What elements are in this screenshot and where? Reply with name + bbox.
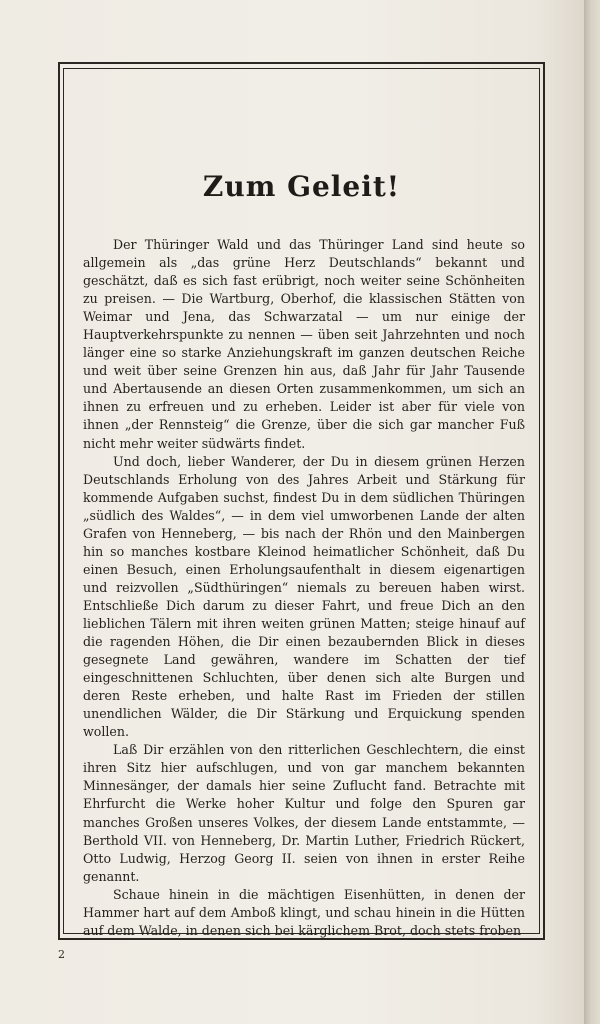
page-title: Zum Geleit! — [202, 170, 401, 203]
paragraph-4: Schaue hinein in die mächtigen Eisenhütten, in denen der Hammer hart auf dem Amboß klingt, und schau hinein in die Hütten auf dem Walde, in denen sich bei kärglichem Brot, doch stets froben — [83, 886, 525, 938]
paragraph-1: Der Thüringer Wald und das Thüringer Land sind heute so allgemein als „das grüne Herz Deutschlands“ bekannt und geschätzt, daß es sich fast erübrigt, noch weiter seine Schönheiten zu preisen. — Die Wartburg, Oberhof, die klassischen Stätten von Weimar und Jena, das Schwarzatal — um nur einige der Hauptverkehrspunkte zu nennen — üben seit Jahrzehnten und noch länger eine so starke Anziehungskraft im ganzen deutschen Reiche und weit über seine Grenzen hin aus, daß Jahr für Jahr Tausende und Abertausende an diesen Orten zusammenkommen, um sich an ihnen zu erfreuen und zu erheben. Leider ist aber für viele von ihnen „der Rennsteig“ die Grenze, über die sich gar mancher Fuß nicht mehr weiter südwärts findet. — [83, 237, 525, 451]
book-gutter — [584, 0, 600, 1024]
page-number: 2 — [58, 948, 65, 961]
paragraph-3: Laß Dir erzählen von den ritterlichen Geschlechtern, die einst ihren Sitz hier aufschlugen, und von gar manchem bekannten Minnesänger, der damals hier seine Zuflucht fand. Betrachte mit Ehrfurcht die Werke hoher Kultur und folge den Spuren gar manches Großen unseres Volkes, der diesem Lande entstammte, — Berthold VII. von Henneberg, Dr. Martin Luther, Friedrich Rückert, Otto Ludwig, Herzog Georg II. seien von ihnen in erster Reihe genannt. — [83, 742, 525, 884]
body-text — [83, 236, 525, 940]
paragraph-2: Und doch, lieber Wanderer, der Du in diesem grünen Herzen Deutschlands Erholung von des Jahres Arbeit und Stärkung für kommende Aufgaben suchst, findest Du in dem südlichen Thüringen „südlich des Waldes“, — in dem viel umworbenen Lande der alten Grafen von Henneberg, — bis nach der Rhön und den Mainbergen hin so manches kostbare Kleinod heimatlicher Schönheit, daß Du einen Besuch, einen Erholungsaufenthalt in diesem eigenartigen und reizvollen „Südthüringen“ niemals zu bereuen haben wirst. Entschließe Dich darum zu dieser Fahrt, und freue Dich an den lieblichen Tälern mit ihren weiten grünen Matten; steige hinauf auf die ragenden Höhen, die Dir einen bezaubernden Blick in dieses gesegnete Land gewähren, wandere im Schatten der tief eingeschnittenen Schluchten, über denen sich alte Burgen und deren Reste erheben, und halte Rast im Frieden der stillen unendlichen Wälder, die Dir Stärkung und Erquickung spenden wollen. — [83, 453, 525, 740]
